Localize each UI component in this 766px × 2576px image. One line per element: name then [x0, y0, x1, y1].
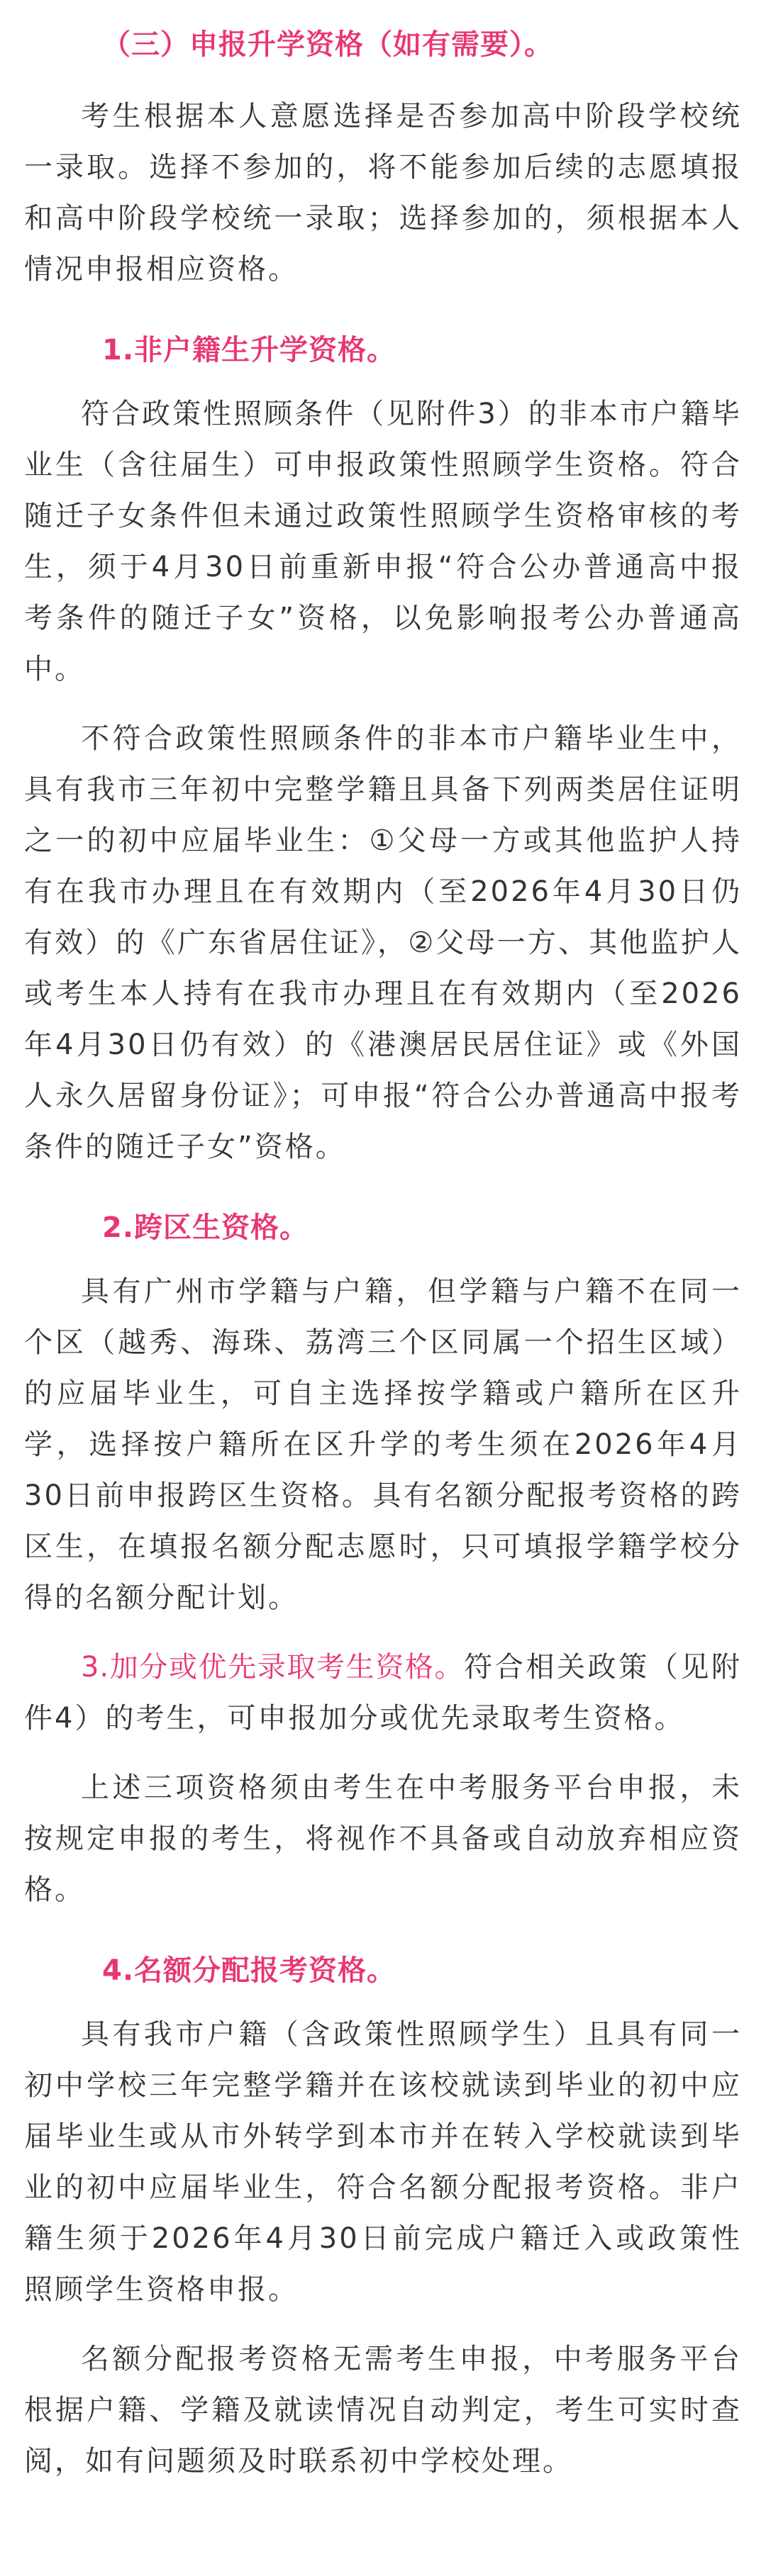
heading-quota-allocation: 4.名额分配报考资格。	[102, 1954, 396, 1987]
paragraph-bonus-priority-text: 符合相关政策（见附件4）的考生，可申报加分或优先录取考生资格。	[24, 1651, 742, 1735]
paragraph-policy-care: 符合政策性照顾条件（见附件3）的非本市户籍毕业生（含往届生）可申报政策性照顾学生资格。符合随迁子女条件但未通过政策性照顾学生资格审核的考生，须于4月30日前重新申报“符合公办普通高中报考条件的随迁子女”资格，以免影响报考公办普通高中。	[24, 398, 742, 685]
paragraph-quota-eligibility: 具有我市户籍（含政策性照顾学生）且具有同一初中学校三年完整学籍并在该校就读到毕业的初中应届毕业生或从市外转学到本市并在转入学校就读到毕业的初中应届毕业生，符合名额分配报考资格。非户籍生须于2026年4月30日前完成户籍迁入或政策性照顾学生资格申报。	[24, 2018, 742, 2306]
paragraph-declaration-note: 上述三项资格须由考生在中考服务平台申报，未按规定申报的考生，将视作不具备或自动放弃相应资格。	[24, 1771, 742, 1906]
intro-paragraph: 考生根据本人意愿选择是否参加高中阶段学校统一录取。选择不参加的，将不能参加后续的志愿填报和高中阶段学校统一录取；选择参加的，须根据本人情况申报相应资格。	[24, 100, 742, 286]
heading-bonus-priority: 3.加分或优先录取考生资格。	[81, 1651, 465, 1684]
heading-cross-district: 2.跨区生资格。	[102, 1211, 309, 1244]
section-title: （三）申报升学资格（如有需要）。	[102, 28, 553, 61]
paragraph-cross-district: 具有广州市学籍与户籍，但学籍与户籍不在同一个区（越秀、海珠、荔湾三个区同属一个招生区域）的应届毕业生，可自主选择按学籍或户籍所在区升学，选择按户籍所在区升学的考生须在2026年4月30日前申报跨区生资格。具有名额分配报考资格的跨区生，在填报名额分配志愿时，只可填报学籍学校分得的名额分配计划。	[24, 1275, 742, 1614]
heading-non-household-qualification: 1.非户籍生升学资格。	[102, 334, 396, 366]
paragraph-bonus-priority	[24, 1642, 742, 1744]
paragraph-quota-auto-determination: 名额分配报考资格无需考生申报，中考服务平台根据户籍、学籍及就读情况自动判定，考生可实时查阅，如有问题须及时联系初中学校处理。	[24, 2343, 742, 2477]
paragraph-accompanying-children: 不符合政策性照顾条件的非本市户籍毕业生中，具有我市三年初中完整学籍且具备下列两类居住证明之一的初中应届毕业生：①父母一方或其他监护人持有在我市办理且在有效期内（至2026年4月30日仍有效）的《广东省居住证》，②父母一方、其他监护人或考生本人持有在我市办理且在有效期内（至2026年4月30日仍有效）的《港澳居民居住证》或《外国人永久居留身份证》；可申报“符合公办普通高中报考条件的随迁子女”资格。	[24, 722, 742, 1163]
